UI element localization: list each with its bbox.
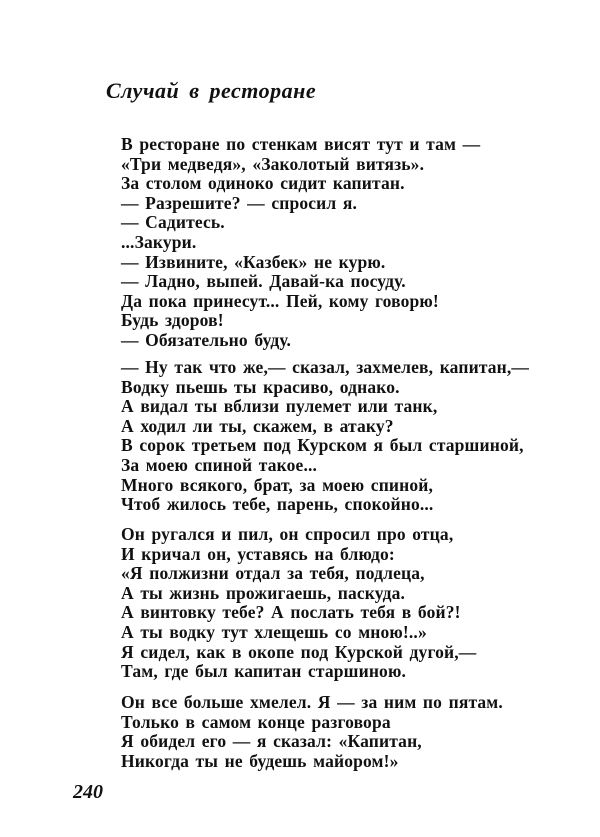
poem-line: И кричал он, уставясь на блюдо: bbox=[121, 543, 395, 564]
poem-line: За моею спиной такое... bbox=[121, 454, 318, 475]
poem-line: — Садитесь. bbox=[121, 212, 225, 233]
poem-line: Чтоб жилось тебе, парень, спокойно... bbox=[121, 494, 434, 515]
poem-line: Будь здоров! bbox=[121, 310, 224, 331]
poem-line: В ресторане по стенкам висят тут и там — bbox=[121, 134, 481, 154]
poem-line: Он ругался и пил, он спросил про отца, bbox=[121, 524, 454, 544]
poem-line: — Извините, «Казбек» не курю. bbox=[121, 251, 386, 272]
poem-line: Он все больше хмелел. Я — за ним по пятам. bbox=[121, 692, 503, 712]
stanza-4 bbox=[121, 693, 531, 771]
stanza-3 bbox=[121, 525, 531, 682]
poem-line: Я обидел его — я сказал: «Капитан, bbox=[121, 731, 422, 752]
poem-line: «Три медведя», «Заколотый витязь». bbox=[121, 153, 425, 174]
poem-line: Там, где был капитан старшиною. bbox=[121, 661, 407, 682]
poem-line: Только в самом конце разговора bbox=[121, 711, 391, 732]
poem-line: А ты водку тут хлещешь со мною!..» bbox=[121, 621, 427, 642]
poem-line: ...Закури. bbox=[121, 231, 197, 252]
poem-line: А ты жизнь прожигаешь, паскуда. bbox=[121, 582, 406, 603]
poem-line: — Ну так что же,— сказал, захмелев, капитан,— bbox=[121, 357, 530, 377]
poem-line: — Обязательно буду. bbox=[121, 329, 292, 350]
poem-line: А видал ты вблизи пулемет или танк, bbox=[121, 396, 438, 417]
poem-title: Случай в ресторане bbox=[106, 78, 317, 103]
poem-line: Никогда ты не будешь майором!» bbox=[121, 750, 399, 771]
stanza-2 bbox=[121, 358, 531, 515]
poem-line: В сорок третьем под Курском я был старшиной, bbox=[121, 435, 524, 456]
poem-line: Много всякого, брат, за моею спиной, bbox=[121, 474, 434, 495]
poem-line: Я сидел, как в окопе под Курской дугой,— bbox=[121, 641, 477, 662]
page-number: 240 bbox=[73, 781, 103, 803]
poem-line: Да пока принесут... Пей, кому говорю! bbox=[121, 290, 439, 311]
poem-line: — Разрешите? — спросил я. bbox=[121, 192, 358, 213]
poem-line: «Я полжизни отдал за тебя, подлеца, bbox=[121, 563, 425, 584]
stanza-1 bbox=[121, 135, 531, 351]
poem-line: — Ладно, выпей. Давай-ка посуду. bbox=[121, 271, 406, 292]
poem-line: Водку пьешь ты красиво, однако. bbox=[121, 376, 400, 397]
poem-line: А ходил ли ты, скажем, в атаку? bbox=[121, 415, 394, 436]
poem-line: За столом одиноко сидит капитан. bbox=[121, 173, 405, 194]
poem-line: А винтовку тебе? А послать тебя в бой?! bbox=[121, 602, 461, 623]
